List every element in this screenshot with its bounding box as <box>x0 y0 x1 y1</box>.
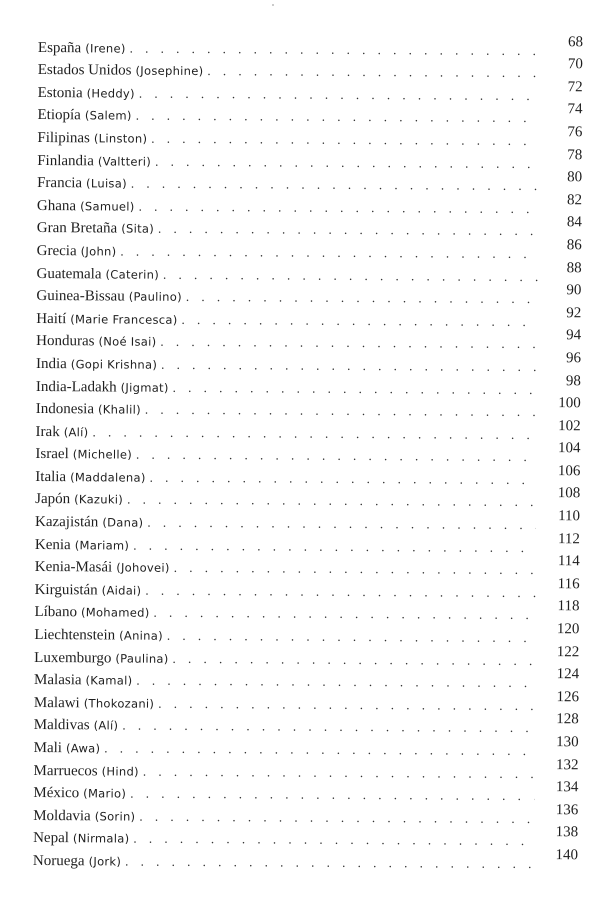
page-number: 90 <box>566 282 582 299</box>
page-number: 124 <box>556 666 580 683</box>
person-name: (Sita) <box>121 221 155 237</box>
page-number: 88 <box>566 259 582 276</box>
person-name: (Dana) <box>102 515 144 530</box>
toc-entry <box>36 327 582 356</box>
dot-leader <box>143 763 535 781</box>
dot-leader <box>173 379 537 397</box>
toc-entry <box>33 711 579 740</box>
dot-leader <box>139 85 539 103</box>
page-number: 82 <box>566 191 583 209</box>
dot-leader <box>182 312 538 330</box>
dot-leader <box>139 198 538 216</box>
country-name: Haití <box>36 310 67 327</box>
toc-entry <box>37 169 583 198</box>
dot-leader <box>104 740 534 759</box>
country-name: Filipinas <box>37 129 90 147</box>
page-number: 80 <box>567 169 583 186</box>
person-name: (Nirmala) <box>72 831 130 846</box>
page-speck <box>272 4 274 6</box>
country-name: Guinea-Bissau <box>36 288 125 305</box>
dot-leader <box>130 40 539 58</box>
toc-entry-text <box>33 853 534 875</box>
country-name: Marruecos <box>33 762 98 779</box>
toc-entry <box>36 304 582 333</box>
country-name: Nepal <box>33 830 69 847</box>
toc-entry <box>37 239 582 265</box>
person-name: (Linston) <box>93 131 148 146</box>
page-number: 98 <box>565 372 581 389</box>
toc-entry <box>35 465 580 491</box>
country-name: México <box>33 785 80 802</box>
dot-leader <box>127 492 536 510</box>
page-number: 84 <box>566 214 582 231</box>
country-name: Indonesia <box>35 401 95 418</box>
toc-entry <box>37 146 583 175</box>
person-name: (Khalil) <box>98 402 141 417</box>
country-name: Estonia <box>37 84 83 102</box>
person-name: (Caterin) <box>105 266 160 282</box>
dot-leader <box>160 334 537 352</box>
dot-leader <box>207 63 538 81</box>
toc-entry <box>34 643 580 672</box>
toc-entry <box>37 33 584 62</box>
page-number: 78 <box>567 146 583 163</box>
dot-leader <box>133 831 534 849</box>
toc-entry <box>37 126 582 152</box>
toc-entry <box>34 598 580 627</box>
page-number: 68 <box>567 33 584 50</box>
page-number: 114 <box>557 553 580 570</box>
page-number: 130 <box>556 734 579 751</box>
country-name: Etiopía <box>37 107 81 124</box>
toc-entry <box>36 282 582 311</box>
page-number: 102 <box>558 417 581 435</box>
toc-entry <box>35 578 580 604</box>
person-name: (John) <box>80 244 117 259</box>
dot-leader <box>125 854 534 872</box>
dot-leader <box>173 650 536 668</box>
dot-leader <box>147 515 536 533</box>
toc-entry <box>34 530 580 559</box>
toc-entry <box>36 191 583 220</box>
country-name: Noruega <box>32 852 85 870</box>
page-number: 108 <box>557 485 581 502</box>
person-name: (Aidai) <box>101 583 142 598</box>
toc-entry <box>36 259 582 288</box>
person-name: (Maddalena) <box>70 470 146 485</box>
country-name: Kirguistán <box>34 581 98 599</box>
dot-leader <box>145 402 537 420</box>
page-number: 136 <box>555 801 579 819</box>
toc-entry <box>36 214 582 243</box>
dot-leader <box>122 718 535 737</box>
page-number: 138 <box>555 824 579 841</box>
country-name: España <box>37 39 82 56</box>
dot-leader <box>133 537 536 555</box>
dot-leader <box>174 560 536 578</box>
toc-entry <box>35 510 580 536</box>
person-name: (Noé Isai) <box>98 334 157 350</box>
dot-leader <box>136 673 535 691</box>
country-name: Gran Bretaña <box>36 220 118 237</box>
person-name: (Anina) <box>119 628 163 643</box>
country-name: Kenia <box>34 536 71 553</box>
page-number: 118 <box>557 598 580 615</box>
dot-leader <box>131 176 538 194</box>
toc-entry <box>33 779 579 808</box>
page-number: 116 <box>557 576 580 593</box>
toc-entry <box>34 553 580 582</box>
toc-entry <box>35 440 581 469</box>
person-name: (Awa) <box>65 741 101 756</box>
toc-entry <box>37 56 583 85</box>
country-name: Honduras <box>36 333 95 350</box>
toc-entry <box>33 756 579 785</box>
country-name: Grecia <box>36 242 77 260</box>
page-number: 74 <box>567 101 583 118</box>
person-name: (Alí) <box>93 718 119 733</box>
page-number: 112 <box>557 530 580 547</box>
person-name: (Sorin) <box>94 809 136 824</box>
page-number: 94 <box>566 327 582 344</box>
person-name: (Michelle) <box>72 447 133 462</box>
toc-entry <box>34 666 580 695</box>
dot-leader <box>136 447 537 465</box>
country-name: Moldavia <box>33 807 91 825</box>
person-name: (Marie Francesca) <box>70 311 178 327</box>
person-name: (Kazuki) <box>74 492 124 507</box>
person-name: (Paulina) <box>115 651 169 666</box>
person-name: (Luisa) <box>86 176 127 191</box>
page-number: 70 <box>567 56 583 73</box>
country-name: Japón <box>35 491 71 508</box>
dot-leader <box>158 221 538 239</box>
country-name: Israel <box>35 446 69 463</box>
page-number: 122 <box>556 643 580 660</box>
dot-leader <box>151 131 538 149</box>
person-name: (Heddy) <box>86 86 135 101</box>
country-name: India-Ladakh <box>35 378 117 395</box>
page-number: 126 <box>556 688 580 706</box>
country-name: Ghana <box>36 197 77 214</box>
person-name: (Josephine) <box>135 63 204 79</box>
person-name: (Johovei) <box>116 560 170 576</box>
person-name: (Mariam) <box>74 537 130 553</box>
page-number: 72 <box>567 79 583 96</box>
person-name: (Gopi Krishna) <box>70 357 158 372</box>
person-name: (Mario) <box>83 786 127 801</box>
person-name: (Samuel) <box>80 199 135 214</box>
country-name: Malawi <box>33 694 80 712</box>
person-name: (Paulino) <box>128 289 182 305</box>
dot-leader <box>161 357 537 375</box>
person-name: (Mohamed) <box>80 605 150 621</box>
page-number: 100 <box>558 395 581 412</box>
page-number: 106 <box>557 463 581 480</box>
toc-entry <box>35 485 581 514</box>
page-number: 86 <box>566 237 582 254</box>
dot-leader <box>153 605 535 623</box>
toc-entry <box>33 824 579 853</box>
page-number: 92 <box>566 304 582 322</box>
country-name: Kenia-Masái <box>34 559 113 576</box>
toc-entry <box>37 101 583 130</box>
person-name: (Irene) <box>85 40 126 56</box>
page-number: 104 <box>557 440 581 457</box>
country-name: Líbano <box>34 604 78 621</box>
dot-leader <box>145 583 535 601</box>
toc-entry <box>33 688 580 717</box>
person-name: (Salem) <box>84 108 132 123</box>
toc-entry <box>35 372 581 401</box>
country-name: Irak <box>35 423 60 440</box>
dot-leader <box>130 786 534 804</box>
toc-entry <box>33 849 578 875</box>
country-name: Estados Unidos <box>37 62 132 79</box>
page-number: 76 <box>567 124 583 141</box>
dot-leader <box>167 628 536 646</box>
page-number: 140 <box>555 847 579 864</box>
toc-entry <box>36 397 581 423</box>
dot-leader <box>150 470 537 488</box>
country-name: Italia <box>35 468 67 486</box>
country-name: Mali <box>33 739 63 757</box>
person-name: (Jigmat) <box>120 380 169 395</box>
page-number: 128 <box>556 711 579 728</box>
toc-entry <box>33 801 579 830</box>
person-name: (Alí) <box>63 424 89 440</box>
toc-entry <box>38 81 583 107</box>
country-name: Francia <box>37 175 83 192</box>
country-name: Liechtenstein <box>34 627 116 644</box>
person-name: (Thokozani) <box>83 696 155 711</box>
country-name: Guatemala <box>36 265 102 282</box>
dot-leader <box>155 153 538 171</box>
toc-entry <box>34 736 579 762</box>
country-name: Kazajistán <box>34 514 99 531</box>
dot-leader <box>120 243 537 262</box>
dot-leader <box>186 289 538 307</box>
toc-entry <box>35 417 581 446</box>
country-name: Malasia <box>34 672 82 689</box>
table-of-contents <box>32 33 584 875</box>
country-name: Finlandia <box>37 152 94 169</box>
page-number: 134 <box>555 779 579 796</box>
country-name: Maldivas <box>33 717 90 734</box>
person-name: (Hind) <box>101 763 139 779</box>
page-number: 132 <box>556 756 579 773</box>
toc-entry <box>34 623 579 649</box>
country-name: Luxemburgo <box>34 649 112 667</box>
page-number: 120 <box>556 621 580 638</box>
person-name: (Kamal) <box>85 673 133 688</box>
country-name: India <box>35 355 67 373</box>
person-name: (Jork) <box>88 854 122 869</box>
dot-leader <box>92 424 536 443</box>
dot-leader <box>136 108 539 126</box>
page-number: 96 <box>565 350 582 367</box>
dot-leader <box>139 808 534 826</box>
toc-entry <box>36 352 581 378</box>
person-name: (Valtteri) <box>97 153 152 169</box>
page-number: 110 <box>558 508 581 525</box>
dot-leader <box>158 696 535 714</box>
dot-leader <box>163 266 538 284</box>
